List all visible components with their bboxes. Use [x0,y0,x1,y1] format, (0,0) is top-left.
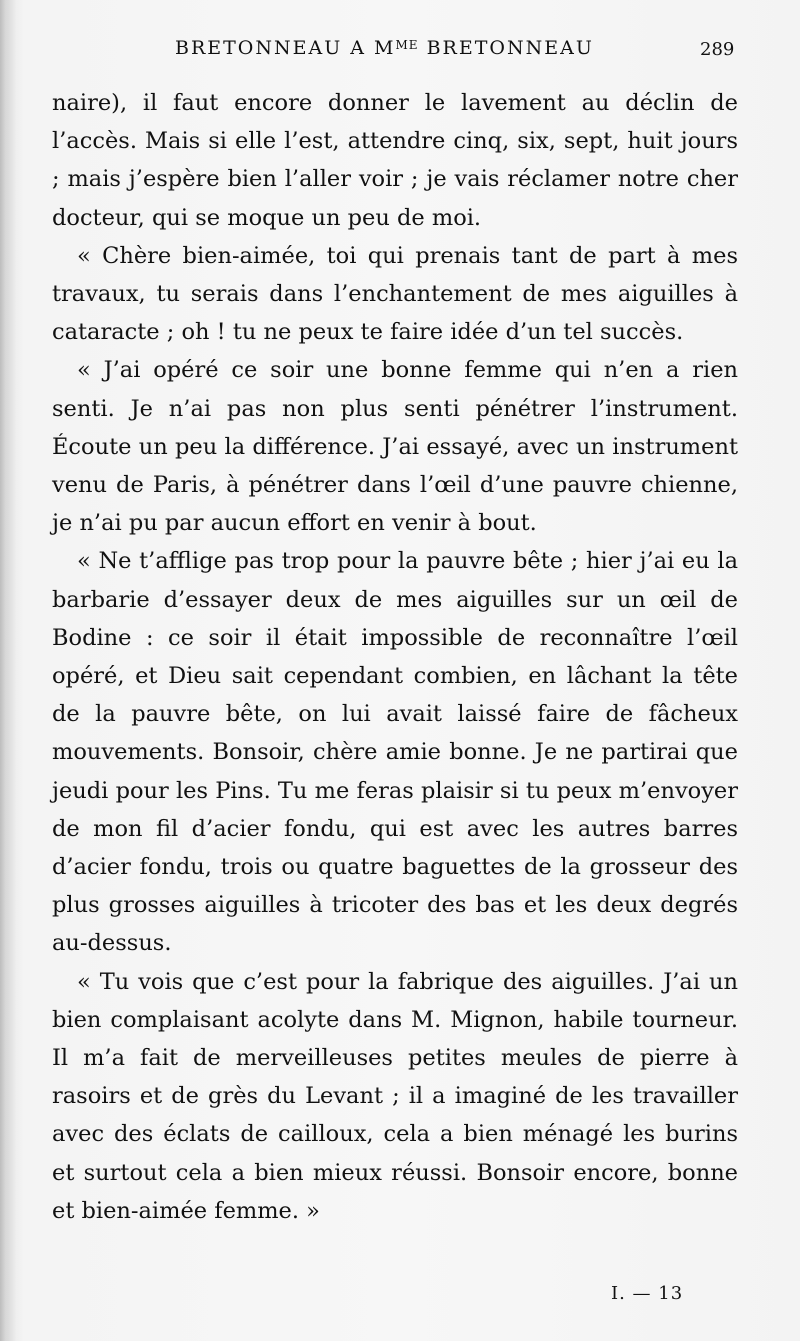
running-title-superscript: ME [395,38,419,52]
page-number: 289 [700,39,735,60]
page-header [0,33,800,61]
paragraph-5: « Tu vois que c’est pour la fabrique des aiguilles. J’ai un bien complaisant acolyte dans M. Mignon, habile tourneur. Il m’a fait de merveilleuses petites meules de pierre à rasoirs et de grès du Levant ; il a imaginé de les travailler avec des éclats de cailloux, cela a bien ménagé les burins et surtout cela a bien mieux réussi. Bonsoir encore, bonne et bien-aimée femme. » [52,968,738,1224]
body-text [52,84,738,1230]
paragraph-4: « Ne t’afflige pas trop pour la pauvre bête ; hier j’ai eu la barbarie d’essayer deux de mes aiguilles sur un œil de Bodine : ce soir il était impossible de reconnaître l’œil opéré, et Dieu sait cependant combien, en lâchant la tête de la pauvre bête, on lui avait laissé faire de fâcheux mouvements. Bonsoir, chère amie bonne. Je ne partirai que jeudi pour les Pins. Tu me feras plaisir si tu peux m’envoyer de mon fil d’acier fondu, qui est avec les autres barres d’acier fondu, trois ou quatre baguettes de la grosseur des plus grosses aiguilles à tricoter des bas et les deux degrés au-dessus. [52,548,738,957]
running-title-part1: BRETONNEAU A M [175,37,396,59]
running-title-part2: BRETONNEAU [418,37,594,59]
signature-mark: I. — 13 [611,1283,684,1304]
binding-shadow [0,0,16,1341]
paragraph-1: naire), il faut encore donner le lavement au déclin de l’accès. Mais si elle l’est, attendre cinq, six, sept, huit jours ; mais j’espère bien l’aller voir ; je vais réclamer notre cher docteur, qui se moque un peu de moi. [52,90,738,231]
paragraph-2: « Chère bien-aimée, toi qui prenais tant de part à mes travaux, tu serais dans l’enchantement de mes aiguilles à cataracte ; oh ! tu ne peux te faire idée d’un tel succès. [52,242,738,346]
running-title [175,33,594,60]
paragraph-3: « J’ai opéré ce soir une bonne femme qui n’en a rien senti. Je n’ai pas non plus senti pénétrer l’instrument. Écoute un peu la différence. J’ai essayé, avec un instrument venu de Paris, à pénétrer dans l’œil d’une pauvre chienne, je n’ai pu par aucun effort en venir à bout. [52,357,738,537]
